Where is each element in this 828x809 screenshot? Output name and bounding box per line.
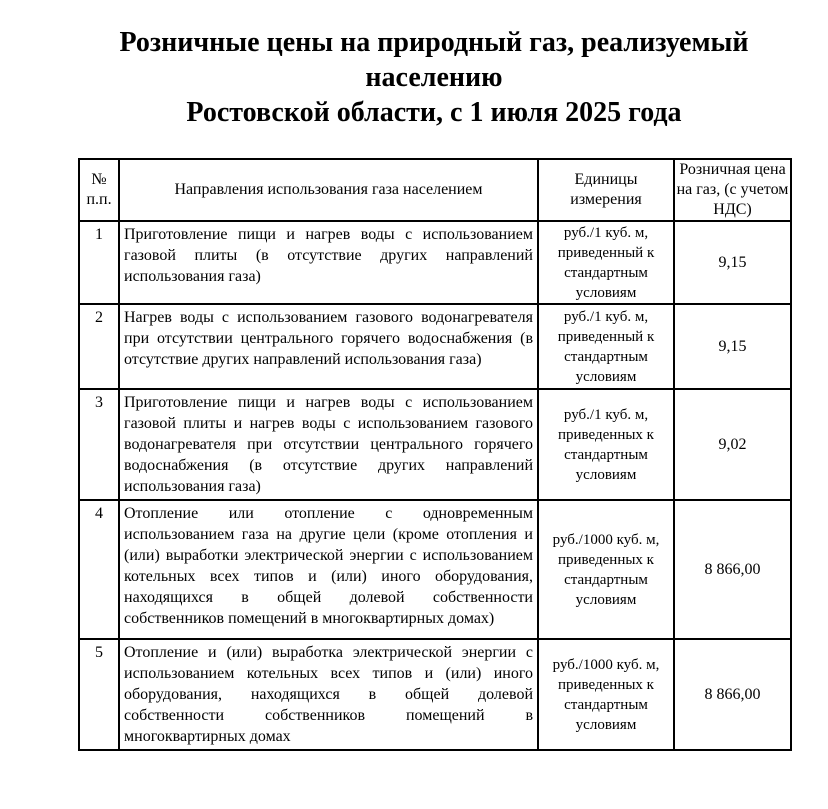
- table-row: [79, 221, 791, 304]
- usage-direction-cell: Отопление или отопление с одновременным использованием газа на другие цели (кроме отопления и (или) выработки электрической энергии с использованием котельных всех типов и (или) иного оборудования, находящихся в общей долевой собственности собственников помещений в многоквартирных домах): [119, 500, 538, 639]
- price-cell: 9,15: [674, 221, 791, 304]
- units-cell: руб./1000 куб. м, приведенных к стандартным условиям: [538, 500, 674, 639]
- gas-price-table: [78, 158, 792, 751]
- table-row: [79, 304, 791, 389]
- price-cell: 8 866,00: [674, 500, 791, 639]
- col-header-price: Розничная цена на газ, (с учетом НДС): [674, 159, 791, 221]
- document-title-line-2: населению: [365, 62, 503, 93]
- table-row: [79, 389, 791, 500]
- usage-direction-cell: Приготовление пищи и нагрев воды с использованием газовой плиты и нагрев воды с использованием газового водонагревателя при отсутствии центрального горячего водоснабжения (в отсутствие других направлений использования газа): [119, 389, 538, 500]
- units-cell: руб./1 куб. м, приведенный к стандартным условиям: [538, 304, 674, 389]
- row-number-cell: 5: [79, 639, 119, 750]
- usage-direction-cell: Приготовление пищи и нагрев воды с использованием газовой плиты (в отсутствие других направлений использования газа): [119, 221, 538, 304]
- document-title: [78, 0, 790, 130]
- row-number-cell: 2: [79, 304, 119, 389]
- units-cell: руб./1000 куб. м, приведенных к стандартным условиям: [538, 639, 674, 750]
- col-header-units: Единицы измерения: [538, 159, 674, 221]
- document-title-line-3: Ростовской области, с 1 июля 2025 года: [186, 97, 682, 128]
- price-cell: 8 866,00: [674, 639, 791, 750]
- table-header-row: [79, 159, 791, 221]
- usage-direction-cell: Нагрев воды с использованием газового водонагревателя при отсутствии центрального горячего водоснабжения (в отсутствие других направлений использования газа): [119, 304, 538, 389]
- table-row: [79, 639, 791, 750]
- document-title-line-1: Розничные цены на природный газ, реализуемый: [119, 27, 749, 58]
- col-header-num: № п.п.: [79, 159, 119, 221]
- price-cell: 9,02: [674, 389, 791, 500]
- table-row: [79, 500, 791, 639]
- usage-direction-cell: Отопление и (или) выработка электрической энергии с использованием котельных всех типов и (или) иного оборудования, находящихся в общей долевой собственности собственников помещений в многоквартирных домах: [119, 639, 538, 750]
- price-cell: 9,15: [674, 304, 791, 389]
- units-cell: руб./1 куб. м, приведенный к стандартным условиям: [538, 221, 674, 304]
- row-number-cell: 4: [79, 500, 119, 639]
- row-number-cell: 1: [79, 221, 119, 304]
- row-number-cell: 3: [79, 389, 119, 500]
- col-header-direction: Направления использования газа населением: [119, 159, 538, 221]
- units-cell: руб./1 куб. м, приведенных к стандартным условиям: [538, 389, 674, 500]
